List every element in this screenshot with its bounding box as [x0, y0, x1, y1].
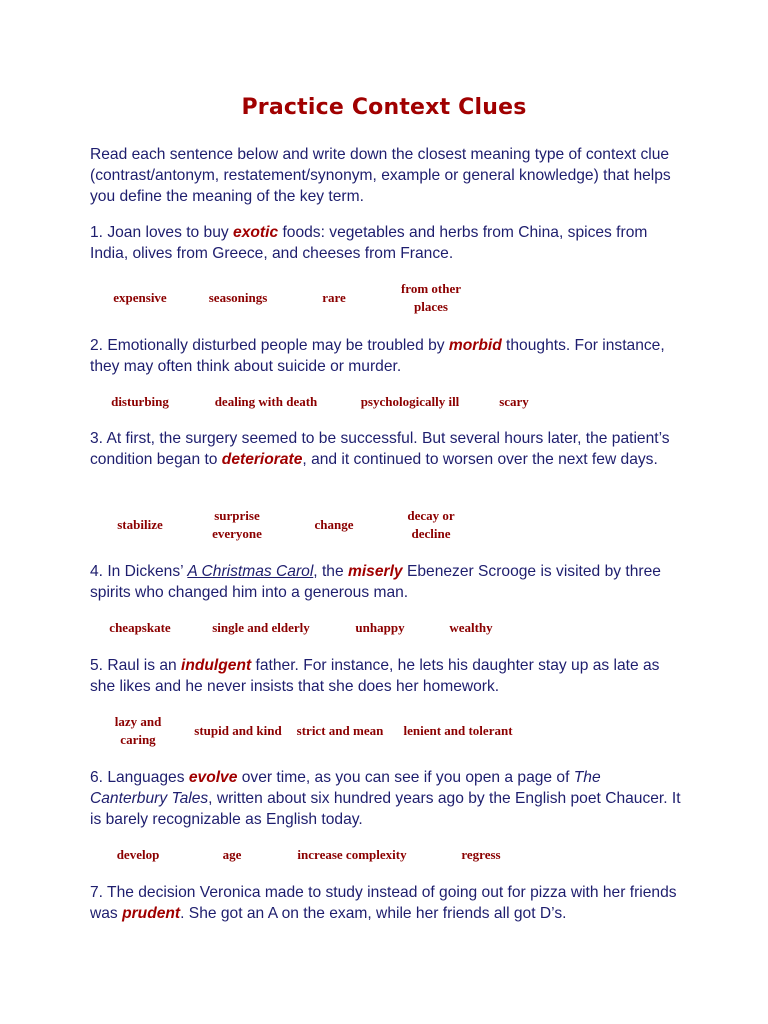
answer-option: regress [461, 847, 501, 862]
answer-option: psychologically ill [360, 394, 460, 409]
question-text: over time, as you can see if you open a page of [237, 769, 574, 786]
answer-option: stupid and kind [194, 723, 282, 738]
answer-option: from other places [400, 281, 462, 314]
key-term: indulgent [181, 657, 252, 674]
answer-option: lazy and caring [114, 714, 162, 747]
answer-option: single and elderly [212, 620, 310, 635]
key-term: prudent [122, 905, 181, 922]
question-text: 2. Emotionally disturbed people may be troubled by [90, 337, 449, 354]
answer-option: develop [116, 847, 160, 862]
question-text: 5. Raul is an [90, 657, 182, 674]
key-term: morbid [448, 337, 502, 354]
answer-options [0, 280, 768, 320]
answer-option: stabilize [117, 517, 163, 532]
answer-option: rare [322, 290, 346, 305]
answer-option: wealthy [449, 620, 493, 635]
question-2 [90, 335, 682, 377]
answer-option: scary [499, 394, 529, 409]
question-text: thoughts. For instance, they may often think about suicide or murder. [90, 337, 665, 375]
book-title: The Canterbury Tales [90, 769, 601, 807]
question-text: Ebenezer Scrooge is visited by three spirits who changed him into a generous man. [90, 563, 661, 601]
question-text: 3. At first, the surgery seemed to be successful. But several hours later, the patient’s condition began to [90, 430, 670, 468]
instructions: Read each sentence below and write down the closest meaning type of context clue (contrast/antonym, restatement/synonym, example or general knowledge) that helps you define the meaning of the key term. [90, 146, 671, 205]
answer-option: decay or decline [407, 508, 455, 541]
question-text: . She got an A on the exam, while her friends all got D’s. [180, 905, 567, 922]
question-text: foods: vegetables and herbs from China, spices from India, olives from Greece, and cheeses from France. [90, 224, 648, 262]
question-5 [90, 655, 682, 697]
answer-option: cheapskate [109, 620, 171, 635]
question-7 [90, 882, 682, 924]
answer-option: age [222, 847, 242, 862]
key-term: evolve [188, 769, 238, 786]
answer-options [0, 610, 768, 650]
answer-option: seasonings [208, 290, 268, 305]
book-title: A Christmas Carol [187, 563, 314, 580]
question-text: , the [313, 563, 348, 580]
answer-option: dealing with death [214, 394, 318, 409]
question-3 [90, 428, 682, 470]
answer-option: increase complexity [297, 847, 407, 862]
answer-option: expensive [113, 290, 167, 305]
answer-options [0, 837, 768, 877]
answer-option: unhappy [355, 620, 405, 635]
answer-option: strict and mean [296, 723, 384, 738]
answer-option: disturbing [111, 394, 169, 409]
answer-options [0, 384, 768, 424]
question-text: 1. Joan loves to buy [90, 224, 234, 241]
question-text: , and it continued to worsen over the next few days. [302, 451, 658, 468]
question-text: 4. In Dickens’ [90, 563, 188, 580]
page-title: Practice Context Clues [241, 95, 527, 120]
key-term: exotic [233, 224, 279, 241]
question-text: father. For instance, he lets his daughter stay up as late as she likes and he never insists that she does her homework. [90, 657, 660, 695]
key-term: miserly [347, 563, 403, 580]
answer-option: surprise everyone [212, 508, 262, 541]
question-4 [90, 561, 682, 603]
question-text: , written about six hundred years ago by the English poet Chaucer. It is barely recognizable as English today. [90, 790, 681, 828]
key-term: deteriorate [221, 451, 303, 468]
question-text: 6. Languages [90, 769, 189, 786]
answer-option: lenient and tolerant [403, 723, 513, 738]
question-1 [90, 222, 682, 264]
answer-option: change [314, 517, 354, 532]
answer-options [0, 712, 768, 752]
answer-options [0, 506, 768, 546]
question-6 [90, 767, 682, 830]
question-text: 7. The decision Veronica made to study instead of going out for pizza with her friends was [90, 884, 677, 922]
